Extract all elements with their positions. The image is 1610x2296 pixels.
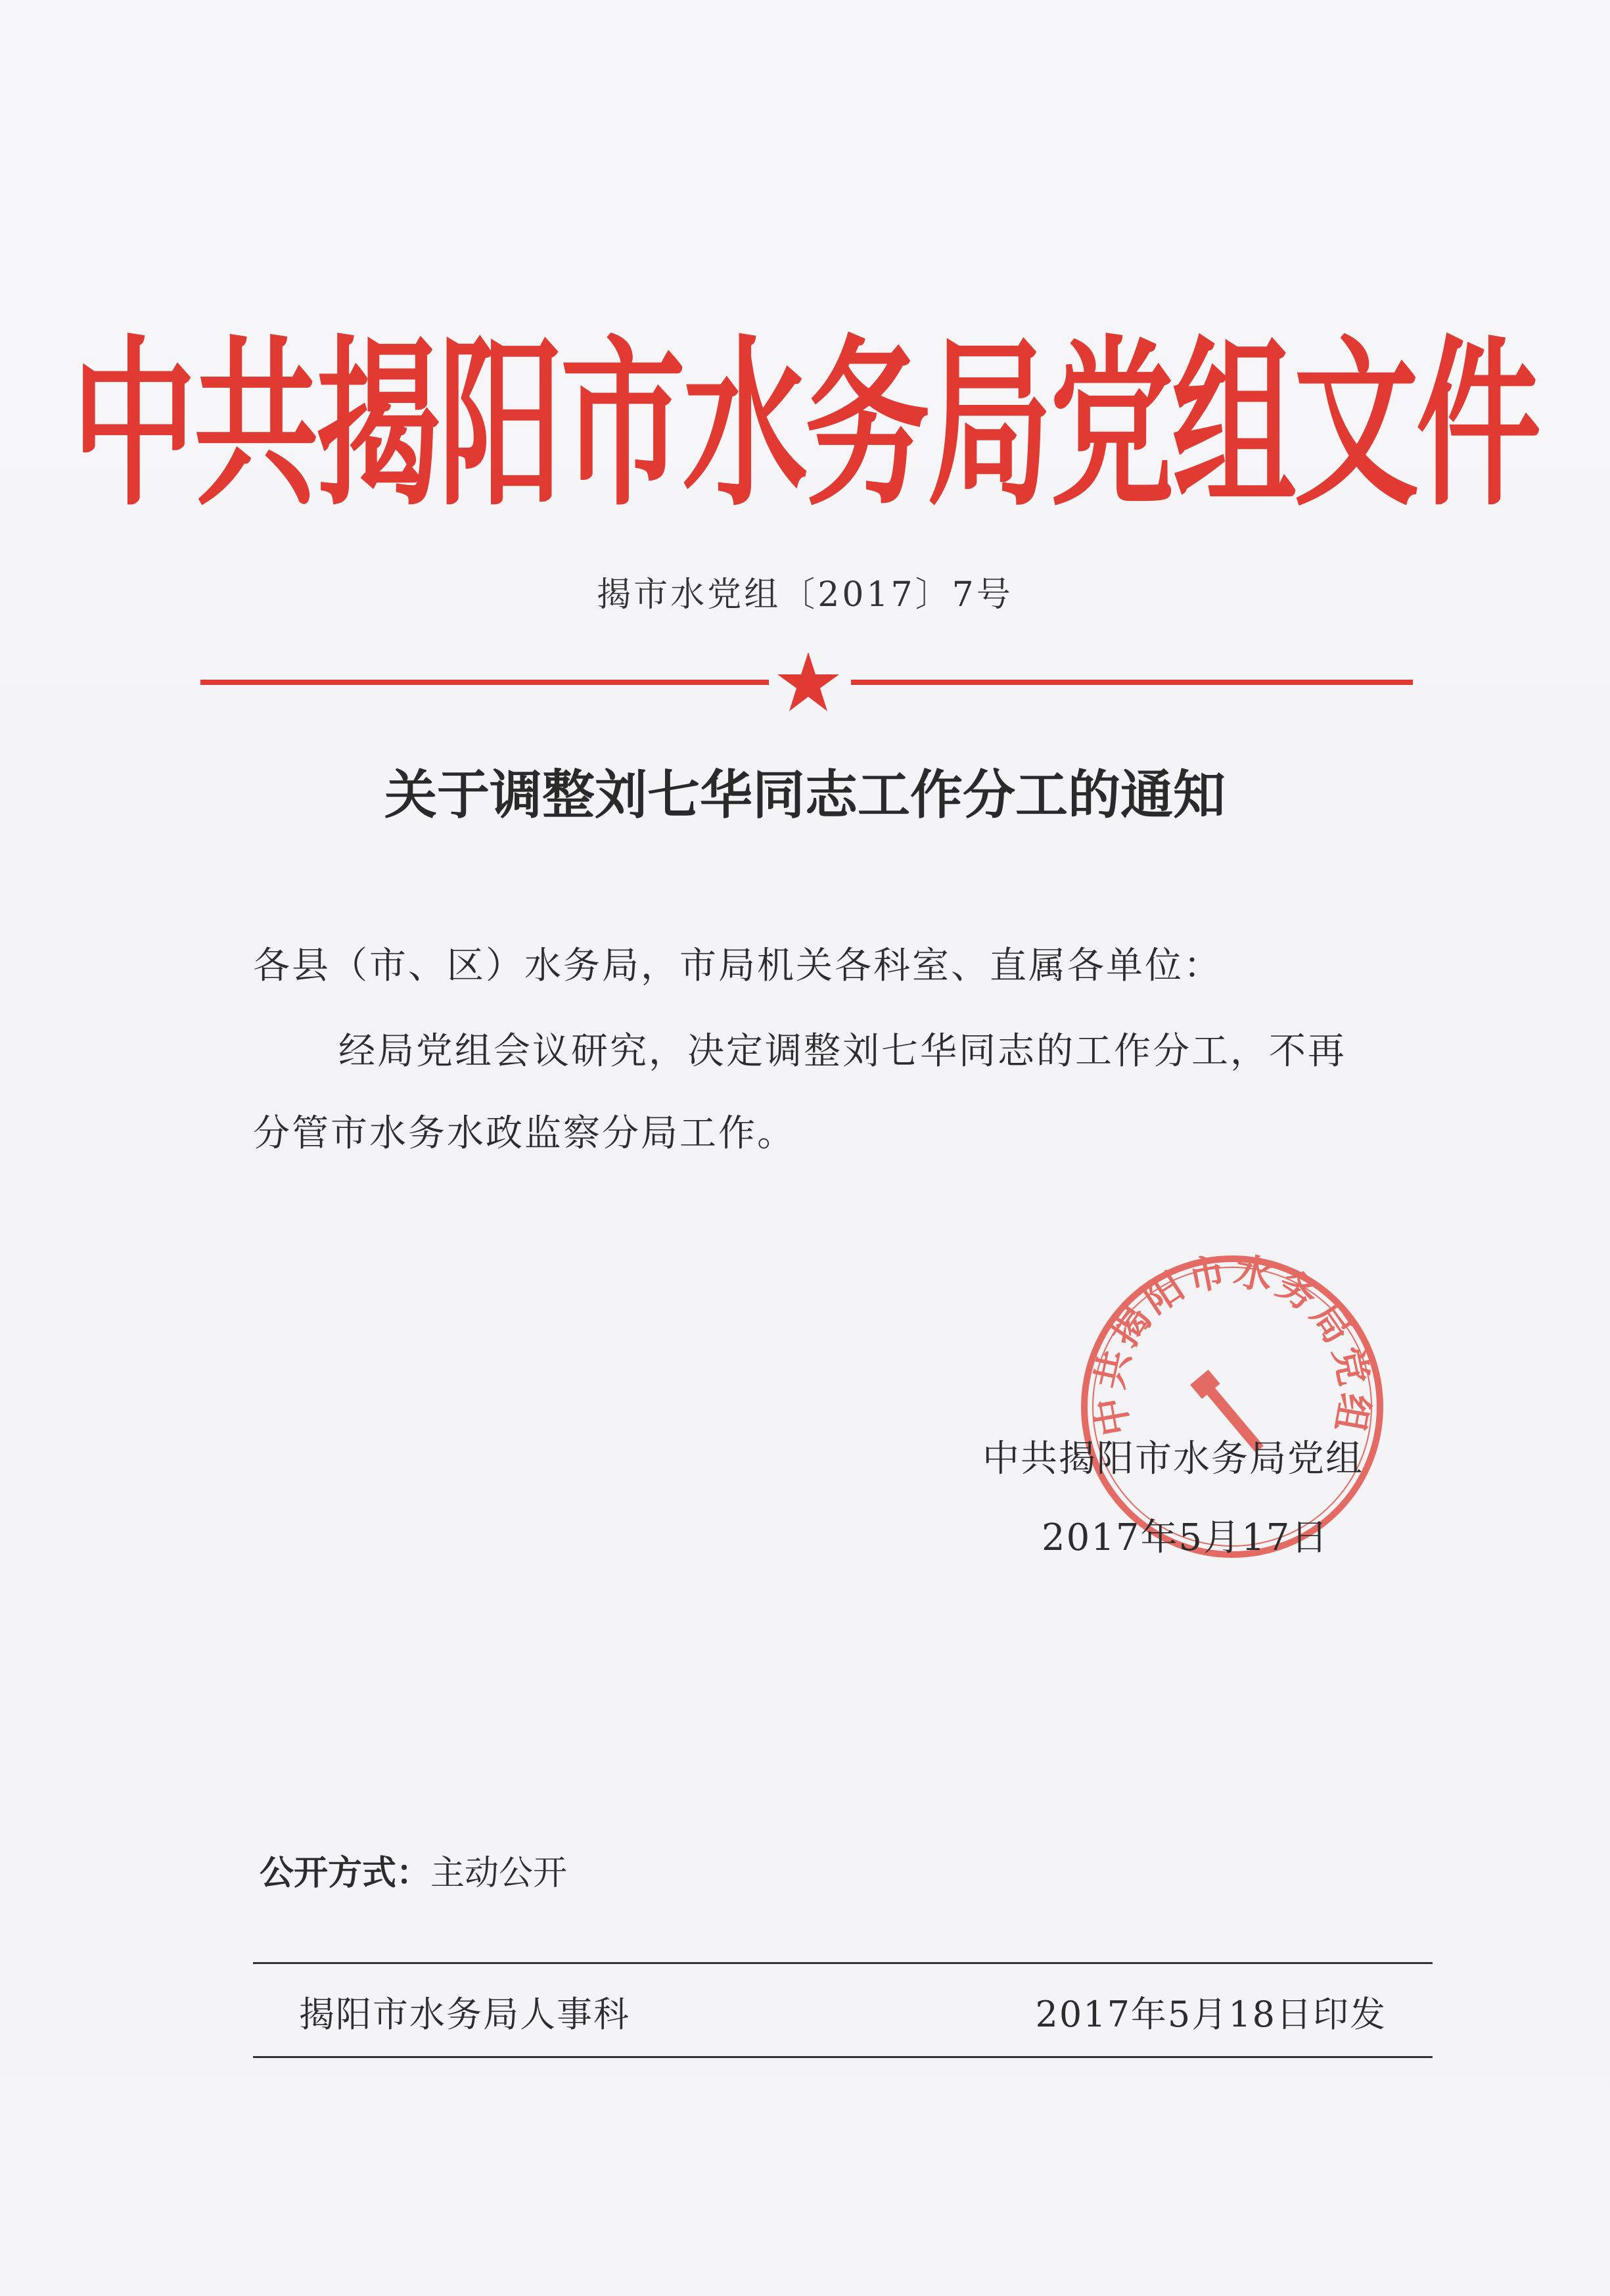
red-divider-right: [851, 680, 1413, 685]
document-number: 揭市水党组〔2017〕7号: [597, 575, 1013, 615]
footer-issuer: 揭阳市水务局人事科: [299, 1994, 630, 2035]
body-paragraph-line-2: 分管市水务水政监察分局工作。: [253, 1112, 796, 1155]
footer-issue-date: 2017年5月18日印发: [1035, 1994, 1387, 2035]
footer-rule-bottom: [253, 2056, 1433, 2058]
svg-text:中共揭阳市水务局党组: 中共揭阳市水务局党组: [1086, 1249, 1378, 1440]
red-divider-left: [200, 680, 769, 685]
notice-title: 关于调整刘七华同志工作分工的通知: [384, 764, 1226, 826]
disclosure-value: 主动公开: [430, 1854, 568, 1893]
salutation: 各县（市、区）水务局，市局机关各科室、直属各单位：: [253, 945, 1222, 987]
footer-rule-top: [253, 1962, 1433, 1964]
red-star-icon: [775, 649, 841, 715]
disclosure-line: [260, 1844, 567, 1903]
signer-organization: 中共揭阳市水务局党组: [982, 1438, 1364, 1480]
signature-date: 2017年5月17日: [1042, 1516, 1329, 1559]
document-header-title: 中共揭阳市水务局党组文件: [71, 319, 1538, 530]
disclosure-label: 公开方式：: [260, 1854, 431, 1893]
body-paragraph-line-1: 经局党组会议研究，决定调整刘七华同志的工作分工，不再: [338, 1030, 1346, 1073]
